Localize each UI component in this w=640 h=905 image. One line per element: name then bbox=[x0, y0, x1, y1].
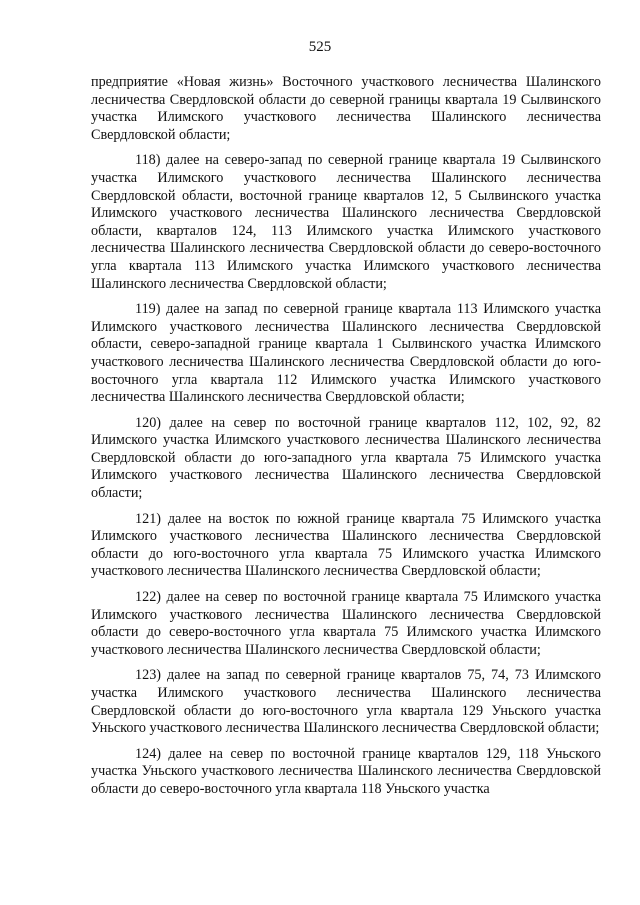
paragraph-item-120: 120) далее на север по восточной границе кварталов 112, 102, 92, 82 Илимского участка Илимского участкового лесничества Шалинского лесничества Свердловской области до юго-западного угла квартала 75 Илимского участка Илимского участкового лесничества Шалинского лесничества Свердловской области; bbox=[91, 414, 601, 502]
paragraph-item-122: 122) далее на север по восточной границе квартала 75 Илимского участка Илимского участкового лесничества Шалинского лесничества Свердловской области до северо-восточного угла квартала 75 Илимского участка Илимского участкового лесничества Шалинского лесничества Свердловской области; bbox=[91, 589, 601, 658]
paragraph-item-123: 123) далее на запад по северной границе кварталов 75, 74, 73 Илимского участка Илимского участкового лесничества Шалинского лесничества Свердловской области до юго-восточного угла квартала 129 Уньского участка Уньского участкового лесничества Шалинского лесничества Свердловской области; bbox=[91, 667, 601, 737]
page-number: 525 bbox=[308, 39, 332, 55]
document-body bbox=[91, 74, 601, 807]
paragraph-item-119: 119) далее на запад по северной границе квартала 113 Илимского участка Илимского участкового лесничества Шалинского лесничества Свердловской области, северо-западной границе квартала 1 Сылвинского участка Илимского участкового лесничества Шалинского лесничества Свердловской области до юго-восточного угла квартала 112 Илимского участка Илимского участкового лесничества Шалинского лесничества Свердловской области; bbox=[91, 301, 601, 406]
paragraph-item-124: 124) далее на север по восточной границе кварталов 129, 118 Уньского участка Уньского участкового лесничества Шалинского лесничества Свердловской области до северо-восточного угла квартала 118 Уньского участка bbox=[91, 745, 601, 797]
paragraph-item-118: 118) далее на северо-запад по северной границе квартала 19 Сылвинского участка Илимского участкового лесничества Шалинского лесничества Свердловской области, восточной границе кварталов 12, 5 Сылвинского участка Илимского участкового лесничества Шалинского лесничества Свердловской области, кварталов 124, 113 Илимского участка Илимского участкового лесничества Шалинского лесничества Свердловской области до северо-восточного угла квартала 113 Илимского участка Илимского участкового лесничества Шалинского лесничества Свердловской области; bbox=[91, 152, 601, 292]
paragraph-item-121: 121) далее на восток по южной границе квартала 75 Илимского участка Илимского участкового лесничества Шалинского лесничества Свердловской области до юго-восточного угла квартала 75 Илимского участка Илимского участкового лесничества Шалинского лесничества Свердловской области; bbox=[91, 510, 601, 580]
paragraph-continuation: предприятие «Новая жизнь» Восточного участкового лесничества Шалинского лесничества Свердловской области до северной границы квартала 19 Сылвинского участка Илимского участкового лесничества Шалинского лесничества Свердловской области; bbox=[91, 74, 601, 143]
